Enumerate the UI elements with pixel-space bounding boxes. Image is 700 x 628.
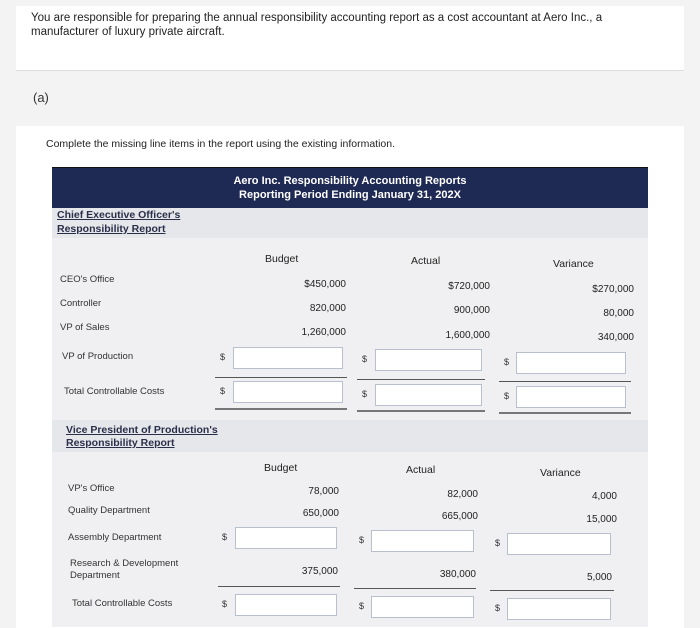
report-header: [52, 167, 648, 209]
ceo-row-label: VP of Production: [62, 351, 134, 362]
currency-symbol: $: [495, 538, 501, 548]
ceo-row-variance: 80,000: [603, 308, 634, 319]
ceo-total-budget-input[interactable]: [233, 381, 343, 403]
vp-row-variance: 4,000: [591, 491, 617, 502]
ceo-row-budget: $450,000: [304, 279, 346, 290]
vp-row-actual: 380,000: [439, 569, 476, 580]
assembly-budget-input[interactable]: [235, 527, 337, 549]
assembly-actual-input[interactable]: [371, 530, 474, 552]
vp-row-label: Assembly Department: [68, 532, 162, 543]
ceo-row-label: Controller: [60, 298, 102, 309]
currency-symbol: $: [359, 601, 365, 611]
currency-symbol: $: [222, 599, 228, 609]
currency-symbol: $: [222, 532, 228, 542]
report-header-period: Reporting Period Ending January 31, 202X: [239, 189, 461, 201]
ceo-report-title-line1: Chief Executive Officer's: [57, 209, 181, 221]
vp-row-label-line2: Department: [70, 570, 120, 581]
ceo-row-actual: 1,600,000: [445, 330, 490, 341]
vp-row-label: VP's Office: [68, 483, 115, 494]
subtotal-rule: [354, 588, 476, 589]
subtotal-rule: [215, 377, 347, 378]
report-header-title: Aero Inc. Responsibility Accounting Reports: [233, 175, 467, 187]
vp-row-budget: 375,000: [301, 566, 338, 577]
currency-symbol: $: [504, 357, 510, 367]
ceo-row-budget: 1,260,000: [301, 327, 346, 338]
ceo-report-title-line2: Responsibility Report: [57, 223, 166, 235]
ceo-row-variance: $270,000: [592, 284, 634, 295]
vp-production-budget-input[interactable]: [233, 347, 343, 369]
vp-row-budget: 650,000: [302, 508, 339, 519]
vp-production-actual-input[interactable]: [375, 349, 482, 371]
assembly-variance-input[interactable]: [507, 533, 611, 555]
currency-symbol: $: [220, 352, 226, 362]
currency-symbol: $: [495, 603, 501, 613]
vp-production-variance-input[interactable]: [516, 352, 626, 374]
vp-total-variance-input[interactable]: [507, 598, 611, 620]
ceo-total-actual-input[interactable]: [375, 384, 482, 406]
vp-row-label: Total Controllable Costs: [72, 598, 173, 609]
ceo-row-label: VP of Sales: [60, 322, 110, 333]
vp-report-title-line1: Vice President of Production's: [66, 424, 218, 436]
vp-row-variance: 15,000: [586, 514, 617, 525]
vp-row-variance: 5,000: [586, 572, 612, 583]
vp-row-label-line1: Research & Development: [70, 558, 179, 569]
currency-symbol: $: [220, 386, 226, 396]
intro-text: You are responsible for preparing the annual responsibility accounting report as a cost accountant at Aero Inc., a manufacturer of luxury private aircraft.: [31, 12, 603, 38]
ceo-row-label: CEO's Office: [60, 274, 115, 285]
currency-symbol: $: [359, 535, 365, 545]
vp-row-label: Quality Department: [68, 505, 150, 516]
total-double-rule: [215, 408, 347, 410]
currency-symbol: $: [362, 389, 368, 399]
ceo-col-budget: Budget: [265, 253, 299, 265]
total-double-rule: [357, 410, 485, 412]
instruction-text: Complete the missing line items in the report using the existing information.: [46, 138, 396, 150]
vp-row-budget: 78,000: [308, 486, 339, 497]
currency-symbol: $: [504, 391, 510, 401]
ceo-row-label: Total Controllable Costs: [64, 386, 165, 397]
vp-row-actual: 82,000: [447, 489, 478, 500]
part-label: (a): [33, 90, 49, 105]
currency-symbol: $: [362, 354, 368, 364]
ceo-row-budget: 820,000: [309, 303, 346, 314]
ceo-row-actual: $720,000: [448, 281, 490, 292]
vp-row-actual: 665,000: [441, 511, 478, 522]
ceo-row-variance: 340,000: [597, 332, 634, 343]
ceo-total-variance-input[interactable]: [516, 386, 626, 408]
total-double-rule: [499, 412, 631, 414]
subtotal-rule: [490, 590, 614, 591]
ceo-col-actual: Actual: [411, 255, 441, 267]
vp-col-actual: Actual: [406, 464, 436, 476]
subtotal-rule: [357, 379, 485, 380]
vp-col-budget: Budget: [264, 462, 298, 474]
vp-total-actual-input[interactable]: [371, 596, 474, 618]
ceo-row-actual: 900,000: [453, 305, 490, 316]
ceo-col-variance: Variance: [553, 258, 594, 270]
subtotal-rule: [218, 586, 340, 587]
subtotal-rule: [499, 381, 631, 382]
vp-report-title-line2: Responsibility Report: [66, 437, 175, 449]
vp-total-budget-input[interactable]: [235, 594, 337, 616]
vp-col-variance: Variance: [540, 467, 581, 479]
